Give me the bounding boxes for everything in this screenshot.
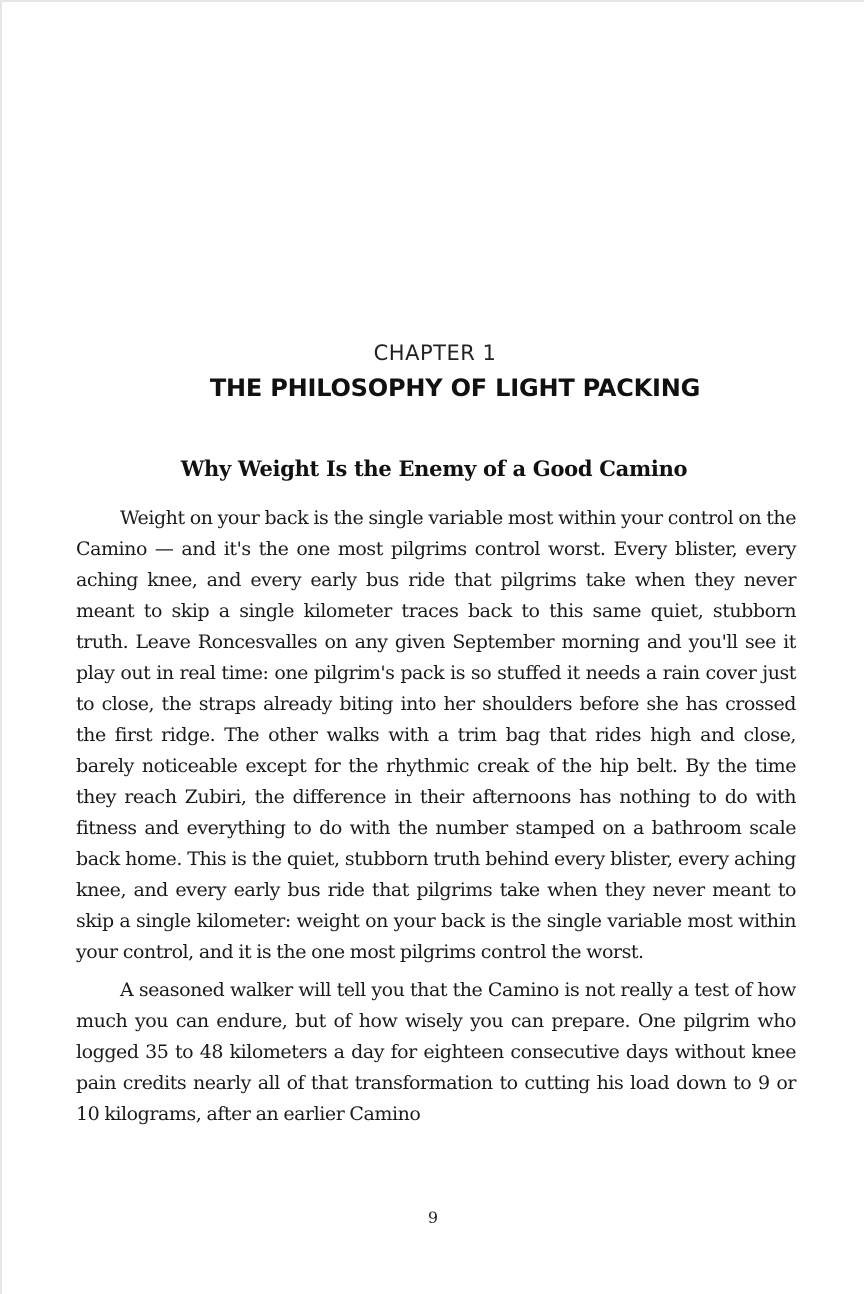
chapter-label: CHAPTER 1: [373, 341, 497, 365]
body-text: [76, 503, 796, 1137]
paragraph: A seasoned walker will tell you that the Camino is not really a test of how much you can endure, but of how wisely you can prepare. One pilgrim who logged 35 to 48 kilometers a day for eighteen consecutive days without knee pain credits nearly all of that transformation to cutting his load down to 9 or 10 kilograms, after an earlier Camino: [76, 979, 796, 1125]
page-number: 9: [427, 1208, 439, 1227]
paragraph: Weight on your back is the single variable most within your control on the Camino — and it's the one most pilgrims control worst. Every blister, every aching knee, and every early bus ride that pilgrims take when they never meant to skip a single kilometer traces back to this same quiet, stubborn truth. Leave Roncesvalles on any given September morning and you'll see it play out in real time: one pilgrim's pack is so stuffed it needs a rain cover just to close, the straps already biting into her shoulders before she has crossed the first ridge. The other walks with a trim bag that rides high and close, barely noticeable except for the rhythmic creak of the hip belt. By the time they reach Zubiri, the difference in their afternoons has nothing to do with fitness and everything to do with the number stamped on a bathroom scale back home. This is the quiet, stubborn truth behind every blister, every aching knee, and every early bus ride that pilgrims take when they never meant to skip a single kilometer: weight on your back is the single variable most within your control, and it is the one most pilgrims control the worst.: [76, 507, 796, 963]
section-heading: Why Weight Is the Enemy of a Good Camino: [180, 456, 688, 481]
chapter-title: THE PHILOSOPHY OF LIGHT PACKING: [209, 374, 701, 402]
